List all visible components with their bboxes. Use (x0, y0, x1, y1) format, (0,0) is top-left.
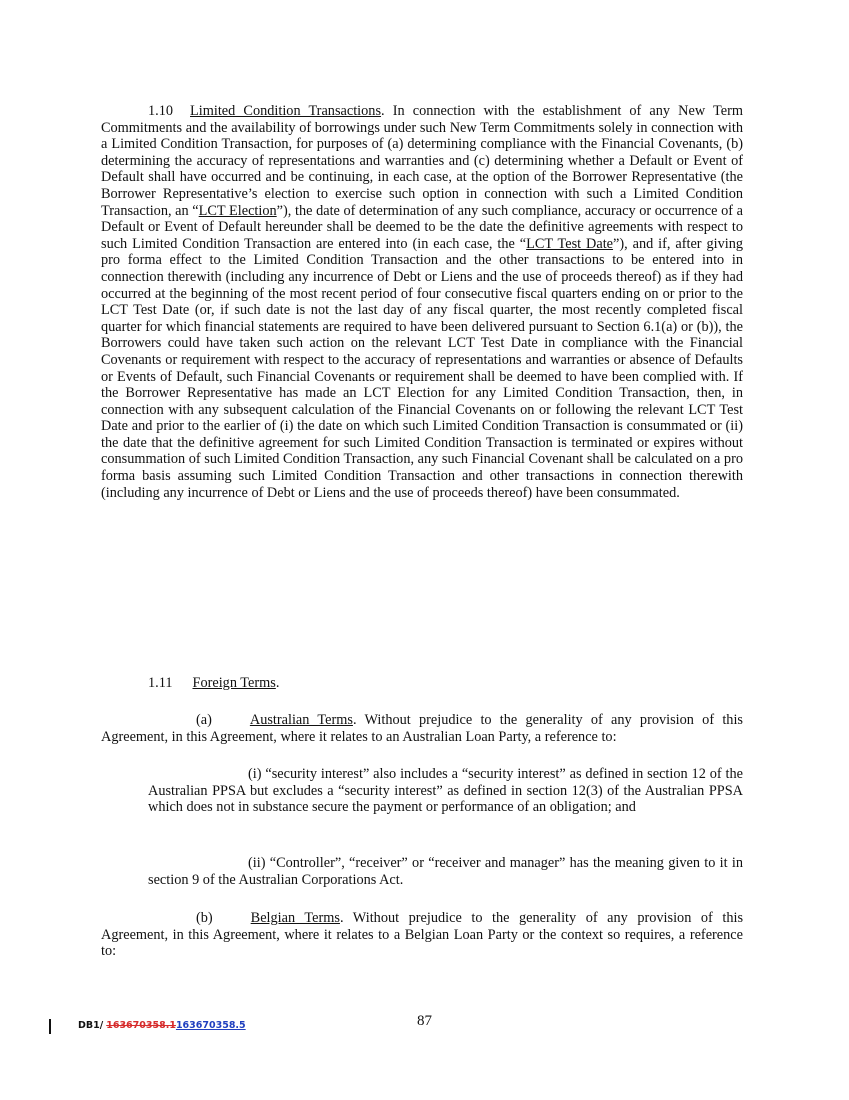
section-1-11-number: 1.11 (148, 675, 173, 691)
section-1-11-title: Foreign Terms (192, 675, 276, 691)
paragraph-a-i (148, 766, 743, 816)
section-1-10-text-1: . In connection with the establishment of any New Term Commitments and the availability of borrowings under such New Term Commitments solely in connection with a Limited Condition Transaction, for purposes of (a) determining compliance with the Financial Covenants, (b) determining the accuracy of representations and warranties and (c) determining whether a Default or Event of Default shall have occurred and be continuing, in each case, at the option of the Borrower Representative (the Borrower Representative’s election to exercise such option in connection with such a Limited Condition Transaction, an “ (101, 103, 743, 219)
section-1-10-text-3: ”), and if, after giving pro forma effect to the Limited Condition Transaction and the other transactions to be entered into in connection therewith (including any incurrence of Debt or Liens and the use of proceeds thereof) as if they had occurred at the beginning of the most recent period of four consecutive fiscal quarters ending on or prior to the LCT Test Date (or, if such date is not the last day of any fiscal quarter, the most recently completed fiscal quarter for which financial statements are required to have been delivered pursuant to Section 6.1(a) or (b)), the Borrowers could have taken such action on the relevant LCT Test Date in compliance with the Financial Covenants or requirement with respect to the accuracy of representations and warranties or absence of Defaults or Events of Default, such Financial Covenants or requirement shall be deemed to have been complied with. If the Borrower Representative has made an LCT Election for any Limited Condition Transaction, then, in connection with any subsequent calculation of the Financial Covenants on or following the relevant LCT Test Date and prior to the earlier of (i) the date on which such Limited Condition Transaction is consummated or (ii) the date that the definitive agreement for such Limited Condition Transaction is terminated or expires without consummation of such Limited Condition Transaction, any such Financial Covenant shall be calculated on a pro forma basis assuming such Limited Condition Transaction and other transactions in connection therewith (including any incurrence of Debt or Liens and the use of proceeds thereof) have been consummated. (101, 235, 743, 501)
section-1-10-text-2: ”), the date of determination of any such compliance, accuracy or occurrence of a Default or Event of Default hereunder shall be deemed to be the date the definitive agreements with respect to such Limited Condition Transaction are entered into (in each case, the “ (101, 202, 743, 252)
paragraph-a-title: Australian Terms (249, 712, 353, 728)
section-1-10-number: 1.10 (148, 103, 174, 119)
deleted-document-id: 163670358.1 (106, 1020, 176, 1031)
section-1-11-heading (148, 675, 279, 692)
change-bar (49, 1019, 51, 1034)
paragraph-b-title: Belgian Terms (250, 910, 340, 926)
page-number: 87 (417, 1013, 432, 1029)
paragraph-a-australian-terms (101, 712, 743, 745)
lct-test-date-term: LCT Test Date (526, 235, 614, 252)
section-1-10-title: Limited Condition Transactions (190, 103, 382, 119)
paragraph-a-i-text: (i) “security interest” also includes a “security interest” as defined in section 12 of the Australian PPSA but excludes a “security interest” as defined in section 12(3) of the Australian PPSA which does not in substance secure the payment or performance of an obligation; and (148, 766, 743, 816)
paragraph-b-belgian-terms (101, 910, 743, 960)
paragraph-a-ii-text: (ii) “Controller”, “receiver” or “receiver and manager” has the meaning given to it in section 9 of the Australian Corporations Act. (148, 855, 743, 888)
paragraph-a-label: (a) (196, 712, 212, 728)
paragraph-b-label: (b) (196, 910, 213, 926)
section-1-11-title-end: . (275, 675, 280, 691)
footer-prefix: DB1/ (78, 1020, 104, 1031)
lct-election-term: LCT Election (198, 202, 277, 219)
paragraph-b-text: . Without prejudice to the generality of any provision of this Agreement, in this Agreement, where it relates to a Belgian Loan Party or the context so requires, a reference to: (101, 910, 744, 960)
document-id-footer (49, 1018, 246, 1035)
paragraph-a-ii (148, 855, 743, 888)
inserted-document-id: 163670358.5 (175, 1020, 246, 1031)
section-1-10-paragraph (101, 103, 743, 501)
paragraph-a-text: . Without prejudice to the generality of any provision of this Agreement, in this Agreement, where it relates to an Australian Loan Party, a reference to: (101, 712, 743, 745)
